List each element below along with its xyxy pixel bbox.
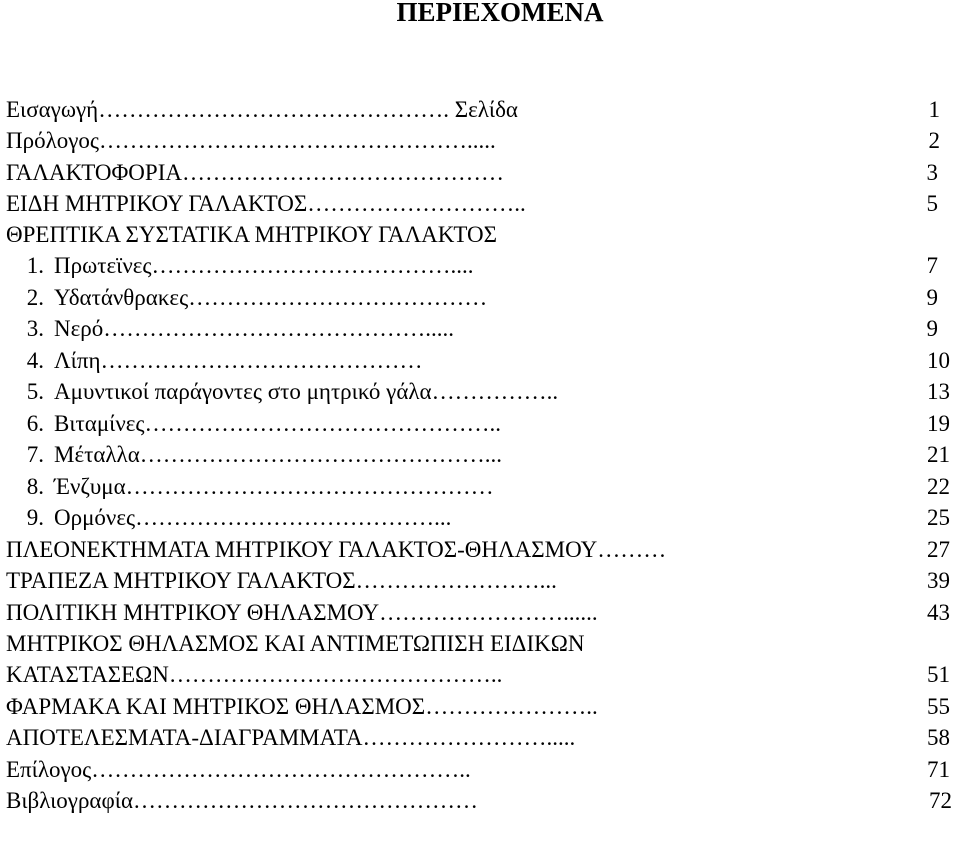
toc-entry-number: 1.	[26, 253, 44, 278]
toc-page-number: 22	[927, 474, 950, 499]
toc-entry-title: Αμυντικοί παράγοντες στο μητρικό γάλα	[54, 379, 432, 404]
toc-entry	[16, 251, 938, 281]
toc-entry	[16, 440, 950, 470]
toc-entry-title: Ένζυμα	[54, 474, 126, 499]
toc-entry	[6, 158, 938, 188]
toc-entry-title: Βιταμίνες	[54, 411, 145, 436]
toc-entry-title: ΚΑΤΑΣΤΑΣΕΩΝ	[6, 662, 169, 687]
toc-page-number: 9	[926, 285, 938, 310]
toc-entry-title: Λίπη	[54, 348, 101, 373]
toc-entry-title: ΦΑΡΜΑΚΑ ΚΑΙ ΜΗΤΡΙΚΟΣ ΘΗΛΑΣΜΟΣ	[6, 694, 426, 719]
toc-entry-title: Επίλογος	[6, 757, 92, 782]
toc-page-number: 5	[926, 191, 938, 216]
toc-leader: ………………………………………. Σελίδα	[98, 97, 518, 122]
toc-entry-title: ΕΙΔΗ ΜΗΤΡΙΚΟΥ ΓΑΛΑΚΤΟΣ	[6, 191, 308, 216]
toc-leader: ……………………………………..	[168, 662, 503, 687]
toc-entry-title: ΜΗΤΡΙΚΟΣ ΘΗΛΑΣΜΟΣ ΚΑΙ ΑΝΤΙΜΕΤΩΠΙΣΗ ΕΙΔΙΚΩΝ	[6, 631, 585, 656]
toc-leader: ………………………..	[307, 191, 526, 216]
toc-page-number: 71	[927, 757, 950, 782]
toc-leader: ………………………………………...	[139, 442, 503, 467]
toc-entry-title: Βιβλιογραφία	[6, 788, 133, 813]
toc-entry	[6, 660, 950, 690]
toc-page-number: 43	[927, 600, 950, 625]
toc-entry	[16, 314, 938, 344]
toc-entry-number: 4.	[26, 348, 44, 373]
toc-page-number: 51	[927, 662, 950, 687]
toc-entry	[6, 786, 952, 816]
toc-entry-number: 6.	[26, 411, 44, 436]
toc-page-number: 1	[928, 97, 940, 122]
toc-leader: ………………………………………..	[144, 411, 502, 436]
toc-leader: ……………………………………	[100, 348, 423, 373]
toc-page-number: 25	[927, 505, 950, 530]
toc-entry	[6, 566, 950, 596]
toc-entry-title: Εισαγωγή	[6, 97, 99, 122]
toc-leader: ……………..	[431, 379, 559, 404]
toc-entry	[16, 472, 950, 502]
toc-entry-title: ΑΠΟΤΕΛΕΣΜΑΤΑ-ΔΙΑΓΡΑΜΜΑΤΑ	[6, 725, 363, 750]
toc-entry-title: Νερό	[54, 316, 104, 341]
toc-entry-number: 2.	[26, 285, 44, 310]
toc-section-heading	[6, 220, 940, 250]
toc-entry	[16, 503, 950, 533]
toc-entry-title: ΠΟΛΙΤΙΚΗ ΜΗΤΡΙΚΟΥ ΘΗΛΑΣΜΟΥ	[6, 600, 380, 625]
toc-page-number: 10	[927, 348, 950, 373]
toc-entry-title: Ορμόνες	[54, 505, 136, 530]
toc-entry	[16, 377, 950, 407]
toc-page-number: 3	[926, 160, 938, 185]
page-title: ΠΕΡΙΕΧΟΜΕΝΑ	[396, 0, 604, 27]
toc-entry-number: 5.	[26, 379, 44, 404]
toc-leader: …………………..	[425, 694, 598, 719]
toc-page-number: 7	[926, 253, 938, 278]
toc-leader: …………………………………...	[135, 505, 452, 530]
toc-leader: ………………………………………	[133, 788, 478, 813]
toc-entry-title: ΤΡΑΠΕΖΑ ΜΗΤΡΙΚΟΥ ΓΑΛΑΚΤΟΣ	[6, 568, 356, 593]
toc-leader: …………………………………………..	[91, 757, 471, 782]
toc-entry-title: ΠΛΕΟΝΕΚΤΗΜΑΤΑ ΜΗΤΡΙΚΟΥ ΓΑΛΑΚΤΟΣ-ΘΗΛΑΣΜΟΥ	[6, 537, 598, 562]
toc-page-number: 58	[927, 725, 950, 750]
toc-page-number: 9	[926, 316, 938, 341]
toc-entry-title: ΘΡΕΠΤΙΚΑ ΣΥΣΤΑΤΙΚΑ ΜΗΤΡΙΚΟΥ ΓΑΛΑΚΤΟΣ	[6, 222, 497, 247]
toc-page-number: 21	[927, 442, 950, 467]
toc-entry	[6, 126, 940, 156]
toc-leader: ……………………......	[379, 600, 598, 625]
toc-leader: …………………………………….....	[103, 316, 454, 341]
toc-entry-title: Πρόλογος	[6, 128, 100, 153]
toc-entry	[6, 535, 950, 565]
toc-page-number: 72	[929, 788, 952, 813]
toc-page-number: 39	[927, 568, 950, 593]
toc-page-number: 2	[928, 128, 940, 153]
toc-entry	[16, 283, 938, 313]
toc-entry-number: 3.	[26, 316, 44, 341]
toc-entry	[6, 755, 950, 785]
toc-entry	[16, 346, 950, 376]
toc-page-number: 13	[927, 379, 950, 404]
toc-entry-number: 7.	[26, 442, 44, 467]
toc-leader: ………………………………………….....	[99, 128, 496, 153]
toc-leader: …………………………………	[188, 285, 488, 310]
toc-entry	[6, 692, 950, 722]
toc-entry-number: 9.	[26, 505, 44, 530]
toc-leader: …………………………………....	[151, 253, 474, 278]
toc-section-heading	[6, 629, 950, 659]
toc-entry-title: ΓΑΛΑΚΤΟΦΟΡΙΑ	[6, 160, 182, 185]
toc-entry-title: Μέταλλα	[54, 442, 140, 467]
toc-entry-number: 8.	[26, 474, 44, 499]
toc-page-number: 27	[927, 537, 950, 562]
toc-entry	[6, 189, 938, 219]
toc-leader: ………	[597, 537, 667, 562]
toc-entry	[6, 598, 950, 628]
toc-entry-title: Υδατάνθρακες	[54, 285, 189, 310]
toc-entry	[6, 95, 940, 125]
toc-entry	[16, 409, 950, 439]
toc-leader: …………………………………………	[125, 474, 494, 499]
toc-page-number: 55	[927, 694, 950, 719]
toc-entry-title: Πρωτεϊνες	[54, 253, 152, 278]
toc-entry	[6, 723, 950, 753]
toc-page-number: 19	[927, 411, 950, 436]
toc-leader: ……………………...	[355, 568, 557, 593]
toc-leader: …………………….....	[362, 725, 576, 750]
toc-leader: ……………………………………	[181, 160, 504, 185]
